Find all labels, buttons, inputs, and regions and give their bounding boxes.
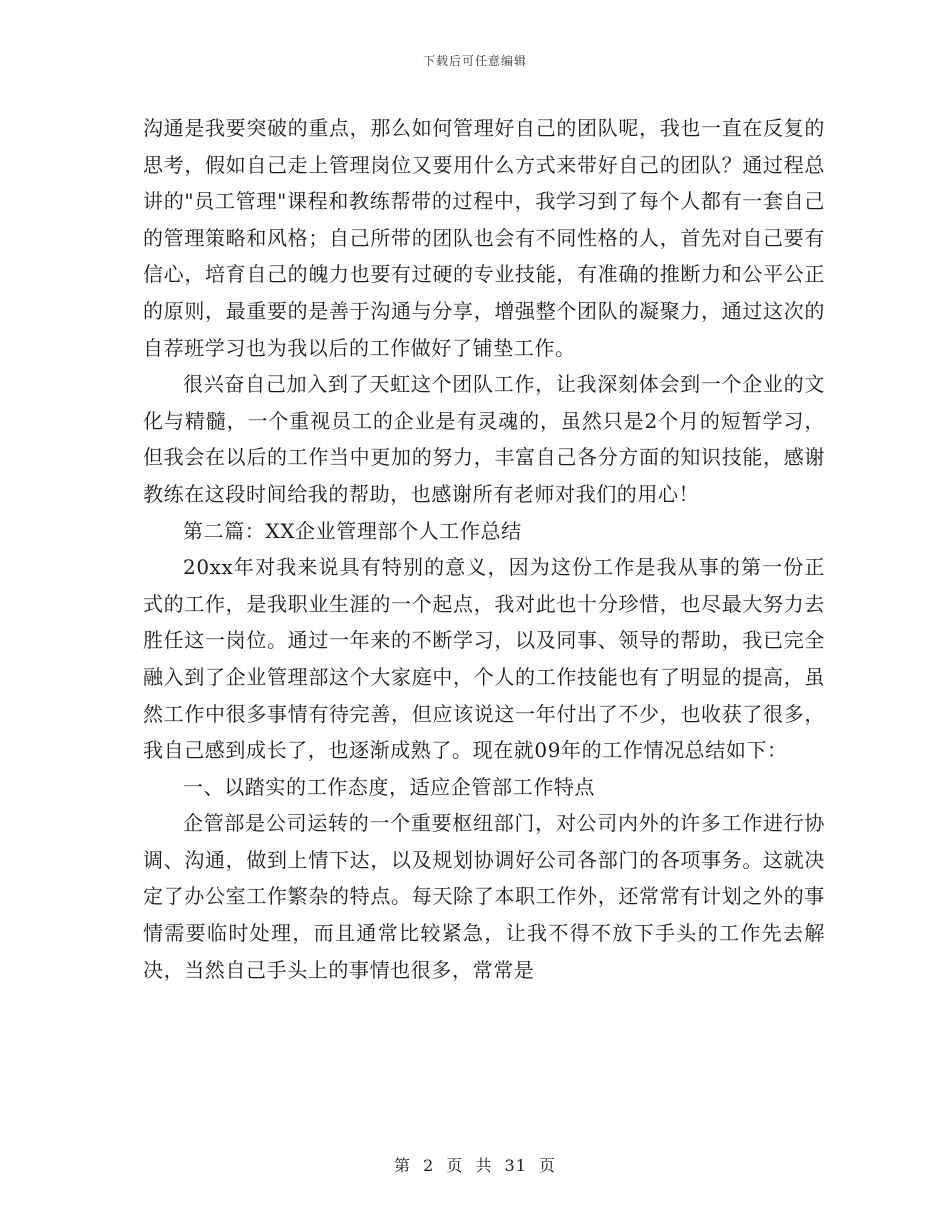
paragraph-year-summary: 20xx年对我来说具有特别的意义，因为这份工作是我从事的第一份正式的工作，是我职业生涯的一个起点，我对此也十分珍惜，也尽最大努力去胜任这一岗位。通过一年来的不断学习，以及同事、领导的帮助，我已完全融入到了企业管理部这个大家庭中，个人的工作技能也有了明显的提高，虽然工作中很多事情有待完善，但应该说这一年付出了不少，也收获了很多，我自己感到成长了，也逐渐成熟了。现在就09年的工作情况总结如下： <box>143 555 825 763</box>
subheading-work-attitude: 一、以踏实的工作态度，适应企管部工作特点 <box>183 774 595 799</box>
page-number-footer: 第 2 页 共 31 页 <box>394 1156 556 1175</box>
paragraph-department-role: 企管部是公司运转的一个重要枢纽部门，对公司内外的许多工作进行协调、沟通，做到上情下达，以及规划协调好公司各部门的各项事务。这就决定了办公室工作繁杂的特点。每天除了本职工作外，还常常有计划之外的事情需要临时处理，而且通常比较紧急，让我不得不放下手头的工作先去解决，当然自己手头上的事情也很多，常常是 <box>143 811 825 982</box>
document-body <box>143 110 825 988</box>
paragraph-tianhong: 很兴奋自己加入到了天虹这个团队工作，让我深刻体会到一个企业的文化与精髓，一个重视员工的企业是有灵魂的，虽然只是2个月的短暂学习，但我会在以后的工作当中更加的努力，丰富自己各分方面的知识技能，感谢教练在这段时间给我的帮助，也感谢所有老师对我们的用心！ <box>143 372 825 506</box>
section-title-part-two: 第二篇：XX企业管理部个人工作总结 <box>183 518 522 543</box>
paragraph-communication: 沟通是我要突破的重点，那么如何管理好自己的团队呢，我也一直在反复的思考，假如自己走上管理岗位又要用什么方式来带好自己的团队？通过程总讲的"员工管理"课程和教练帮带的过程中，我学习到了每个人都有一套自己的管理策略和风格；自己所带的团队也会有不同性格的人，首先对自己要有信心，培育自己的魄力也要有过硬的专业技能，有准确的推断力和公平公正的原则，最重要的是善于沟通与分享，增强整个团队的凝聚力，通过这次的自荐班学习也为我以后的工作做好了铺垫工作。 <box>143 116 825 360</box>
page-header: 下载后可任意编辑 <box>422 54 527 68</box>
